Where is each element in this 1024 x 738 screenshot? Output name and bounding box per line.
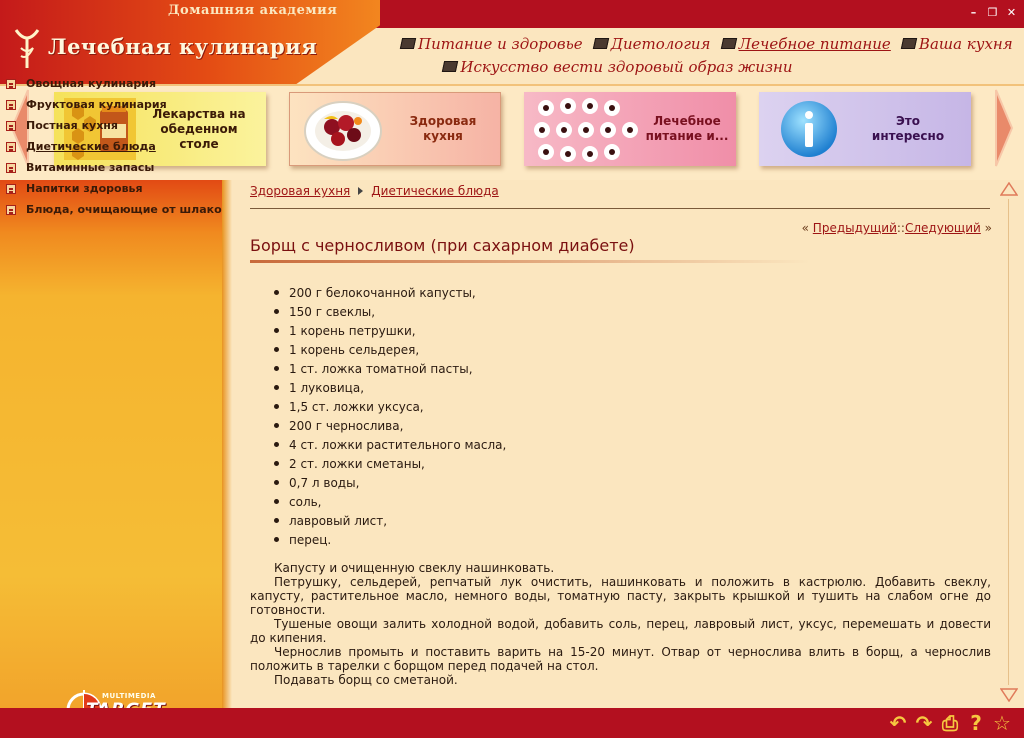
- sidebar-item-label: Витаминные запасы: [26, 161, 155, 174]
- content-area: [232, 180, 992, 708]
- breadcrumb: [250, 184, 499, 198]
- book-icon: [593, 38, 609, 49]
- list-item: 1 ст. ложка томатной пасты,: [290, 359, 506, 378]
- book-icon: [6, 205, 16, 215]
- nav-link-therapeutic[interactable]: [722, 35, 891, 53]
- next-link[interactable]: Следующий: [904, 221, 981, 235]
- scroll-down-icon[interactable]: [1000, 688, 1018, 702]
- help-icon[interactable]: ?: [970, 711, 982, 735]
- info-icon: [779, 99, 839, 159]
- top-nav-row-2: [398, 57, 838, 80]
- arrow-right-icon[interactable]: [992, 86, 1016, 170]
- window-controls: [967, 7, 1018, 19]
- pager-close: »: [984, 221, 992, 235]
- zodiac-icons: [532, 96, 638, 162]
- tile-label: Это интересно: [871, 114, 945, 143]
- list-item: 4 ст. ложки растительного масла,: [290, 435, 506, 454]
- list-item: 200 г чернослива,: [290, 416, 506, 435]
- divider: [250, 208, 990, 209]
- nav-link-label: Питание и здоровье: [418, 34, 583, 53]
- book-icon: [6, 79, 16, 89]
- tile-label: Лекарства на обеденном столе: [152, 106, 246, 151]
- recipe-step: Капусту и очищенную свеклу нашинковать.: [274, 561, 555, 575]
- nav-link-label: Искусство вести здоровый образ жизни: [460, 57, 793, 76]
- recipe-step: Чернослив промыть и поставить варить на 15-20 минут. Отвар от чернослива влить в борщ, а чернослив положить в тарелки с борщом перед подачей на стол.: [250, 645, 991, 673]
- caduceus-logo-icon: [12, 24, 42, 70]
- favorite-icon[interactable]: ☆: [993, 711, 1011, 735]
- minimize-icon[interactable]: –: [970, 6, 977, 19]
- sidebar-item-label: Овощная кулинария: [26, 77, 157, 90]
- sidebar-item-label: Диетические блюда: [26, 140, 156, 153]
- app-title: Лечебная кулинария: [48, 34, 318, 59]
- back-icon[interactable]: ↶: [889, 711, 907, 735]
- list-item: 1,5 ст. ложки уксуса,: [290, 397, 506, 416]
- sidebar-item-dietary[interactable]: [6, 136, 222, 157]
- recipe-step: Тушеные овощи залить холодной водой, добавить соль, перец, лавровый лист, уксус, перемешать и довести до кипения.: [250, 617, 991, 645]
- book-icon: [442, 61, 458, 72]
- prev-link[interactable]: Предыдущий: [812, 221, 897, 235]
- print-icon[interactable]: ⎙: [942, 711, 958, 735]
- list-item: 2 ст. ложки сметаны,: [290, 454, 506, 473]
- sidebar: [0, 180, 222, 708]
- top-navigation: [398, 34, 1013, 80]
- nav-link-nutrition[interactable]: [401, 35, 583, 53]
- pager: [802, 221, 992, 235]
- list-item: 150 г свеклы,: [290, 302, 506, 321]
- book-icon: [6, 121, 16, 131]
- tile-label: Здоровая кухня: [409, 114, 477, 143]
- sidebar-menu: [6, 73, 222, 220]
- recipe-step: Подавать борщ со сметаной.: [274, 673, 458, 687]
- sidebar-item-fruit[interactable]: [6, 94, 222, 115]
- breadcrumb-arrow-icon: [358, 187, 363, 195]
- list-item: 0,7 л воды,: [290, 473, 506, 492]
- nav-link-healthy-lifestyle[interactable]: [443, 58, 792, 76]
- pager-separator: ::: [896, 221, 905, 235]
- list-item: 1 корень петрушки,: [290, 321, 506, 340]
- list-item: соль,: [290, 492, 506, 511]
- tile-therapeutic-diet[interactable]: [524, 92, 736, 166]
- toolbar: [888, 712, 1012, 734]
- list-item: лавровый лист,: [290, 511, 506, 530]
- pager-open: «: [801, 221, 809, 235]
- scroll-up-icon[interactable]: [1000, 182, 1018, 196]
- book-icon: [6, 100, 16, 110]
- nav-link-label: Диетология: [610, 34, 711, 53]
- list-item: перец.: [290, 530, 506, 549]
- sidebar-item-label: Блюда, очищающие от шлако: [26, 203, 222, 216]
- nav-link-label: Ваша кухня: [918, 34, 1013, 53]
- sidebar-edge: [222, 180, 232, 708]
- top-nav-row-1: [398, 34, 1013, 57]
- book-icon: [6, 184, 16, 194]
- recipe-step: Петрушку, сельдерей, репчатый лук очистить, нашинковать и положить в кастрюлю. Добавить свеклу, капусту, растительное масло, немного воды, томатную пасту, закрыть крышкой и тушить на слабом огне до готовности.: [250, 575, 991, 617]
- breadcrumb-parent-link[interactable]: Здоровая кухня: [250, 184, 351, 198]
- list-item: 1 луковица,: [290, 378, 506, 397]
- page-title: Борщ с черносливом (при сахарном диабете): [250, 236, 635, 255]
- sidebar-item-lenten[interactable]: [6, 115, 222, 136]
- brand-subtitle: MULTIMEDIA: [102, 692, 156, 700]
- scrollbar-track[interactable]: [1008, 199, 1009, 685]
- book-icon: [6, 142, 16, 152]
- ingredient-list: [290, 283, 506, 549]
- nav-link-dietology[interactable]: [594, 35, 711, 53]
- tile-interesting[interactable]: [759, 92, 971, 166]
- sidebar-item-vegetable[interactable]: [6, 73, 222, 94]
- book-icon: [6, 163, 16, 173]
- sidebar-item-label: Напитки здоровья: [26, 182, 143, 195]
- nav-link-your-kitchen[interactable]: [902, 35, 1013, 53]
- list-item: 200 г белокочанной капусты,: [290, 283, 506, 302]
- sidebar-item-vitamins[interactable]: [6, 157, 222, 178]
- recipe-steps: [250, 561, 991, 687]
- close-icon[interactable]: ✕: [1006, 6, 1017, 19]
- tile-healthy-kitchen[interactable]: [289, 92, 501, 166]
- book-icon: [901, 38, 917, 49]
- tile-label: Лечебное питание и...: [645, 114, 729, 143]
- academy-label: Домашняя академия: [168, 3, 338, 18]
- bottom-bar: [0, 708, 1024, 738]
- book-icon: [400, 38, 416, 49]
- breadcrumb-current-link[interactable]: Диетические блюда: [371, 184, 499, 198]
- title-underline: [250, 260, 810, 263]
- forward-icon[interactable]: ↷: [915, 711, 933, 735]
- sidebar-item-label: Фруктовая кулинария: [26, 98, 167, 111]
- restore-icon[interactable]: ❐: [987, 6, 998, 19]
- sidebar-item-drinks[interactable]: [6, 178, 222, 199]
- sidebar-item-detox[interactable]: [6, 199, 222, 220]
- book-icon: [720, 38, 736, 49]
- list-item: 1 корень сельдерея,: [290, 340, 506, 359]
- fruit-plate-icon: [302, 97, 384, 163]
- sidebar-item-label: Постная кухня: [26, 119, 118, 132]
- nav-link-label: Лечебное питание: [738, 34, 891, 53]
